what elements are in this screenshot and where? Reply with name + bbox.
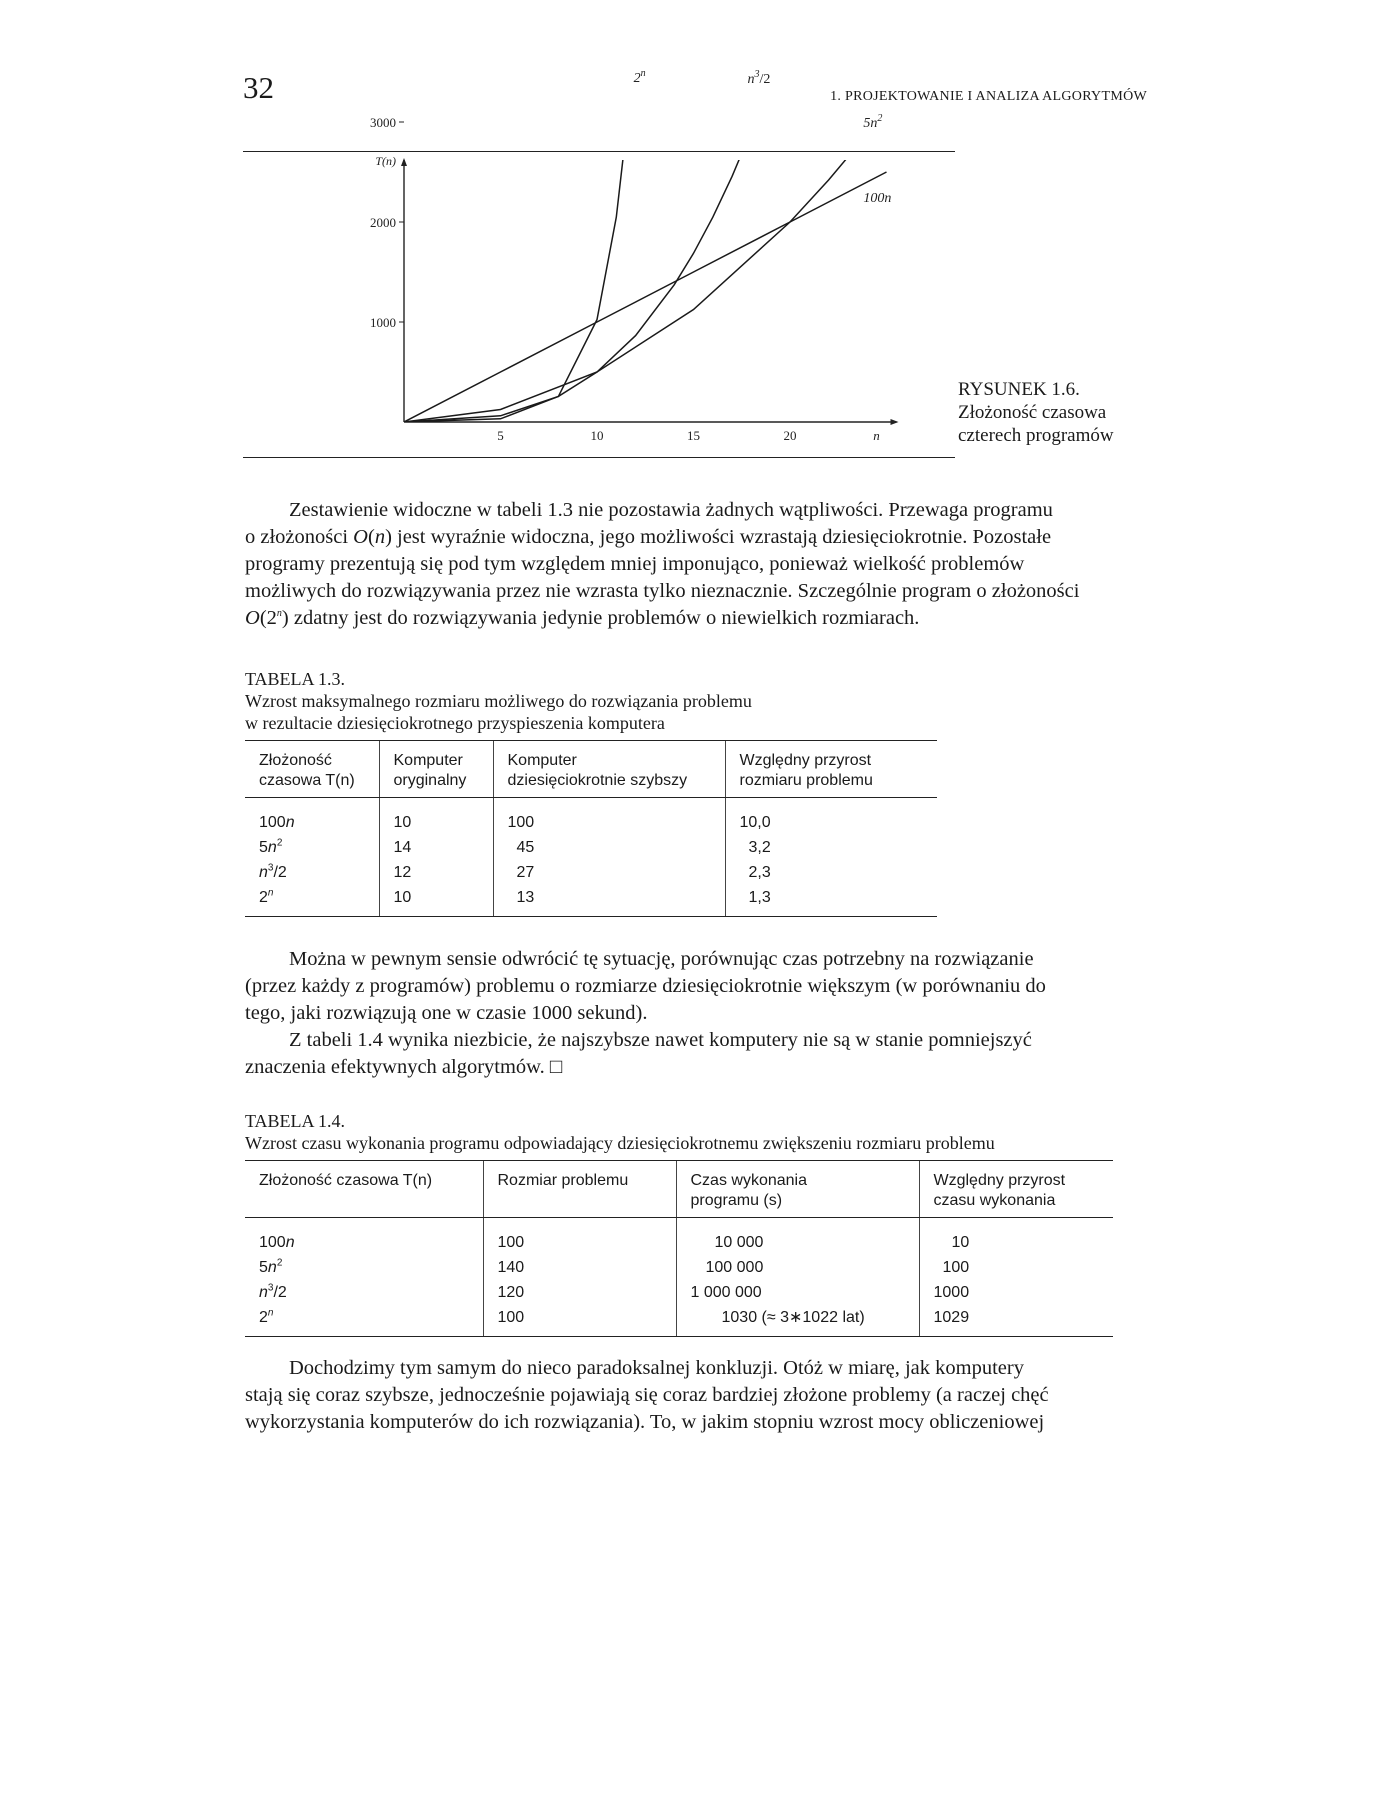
table-caption-line: Wzrost maksymalnego rozmiaru możliwego do rozwiązania problemu	[245, 691, 752, 711]
complexity-cell: $5n^2$	[259, 837, 283, 856]
relative-growth-cell: 10	[919, 1218, 1113, 1256]
figure-bottom-rule	[243, 457, 955, 458]
series-label: $5n^2$	[863, 113, 883, 131]
series-line	[404, 22, 790, 422]
x-tick-label: 15	[687, 428, 700, 443]
complexity-cell: $n^3/2$	[259, 1282, 287, 1301]
y-tick-label: 1000	[370, 315, 396, 330]
paragraph-line: wykorzystania komputerów do ich rozwiązania). To, w jakim stopniu wzrost mocy obliczeniowej	[245, 1411, 1045, 1433]
column-header: Względny przyrost czasu wykonania	[919, 1161, 1113, 1218]
paragraph-line: (przez każdy z programów) problemu o rozmiarze dziesięciokrotnie większym (w porównaniu do	[245, 975, 1046, 997]
complexity-cell: $5n^2$	[259, 1257, 283, 1276]
table-1-3-caption	[245, 668, 752, 734]
y-tick-label: 2000	[370, 215, 396, 230]
relative-growth-cell: 1000	[919, 1280, 1113, 1305]
table-1-4	[245, 1160, 1113, 1337]
x-tick-label: 20	[783, 428, 797, 443]
complexity-cell: 100n	[259, 1234, 295, 1251]
faster-computer-cell: 100	[493, 798, 725, 836]
paragraph-line: programy prezentują się pod tym względem mniej imponująco, ponieważ wielkość problemów	[245, 553, 1025, 575]
table-row	[245, 798, 937, 836]
page-number: 32	[243, 70, 274, 105]
series-label: 2$^n$	[633, 68, 646, 86]
series-line	[404, 172, 887, 422]
x-axis-arrow	[891, 419, 899, 425]
paragraph-line: tego, jaki rozwiązują one w czasie 1000 sekund).	[245, 1002, 648, 1024]
execution-time-cell: 1030 (≈ 3∗1022 lat)	[676, 1305, 919, 1337]
faster-computer-cell: 13	[493, 885, 725, 917]
paragraph-line: znaczenia efektywnych algorytmów. □	[245, 1056, 563, 1078]
table-caption-line: Wzrost czasu wykonania programu odpowiadający dziesięciokrotnemu zwiększeniu rozmiaru problemu	[245, 1133, 995, 1153]
faster-computer-cell: 27	[493, 860, 725, 885]
table-header-row	[245, 741, 937, 798]
figure-caption-line: czterech programów	[958, 425, 1114, 446]
paragraph-2	[245, 946, 1140, 1081]
paragraph-line: możliwych do rozwiązywania przez nie wzrasta tylko nieznacznie. Szczególnie program o złożoności	[245, 580, 1080, 602]
paragraph-line: Można w pewnym sensie odwrócić tę sytuację, porównując czas potrzebny na rozwiązanie	[289, 948, 1034, 970]
relative-growth-cell: 3,2	[725, 835, 937, 860]
execution-time-cell: 1 000 000	[676, 1280, 919, 1305]
table-1-3	[245, 740, 937, 917]
column-header: Komputer dziesięciokrotnie szybszy	[493, 741, 725, 798]
column-header: Złożoność czasowa T(n)	[245, 1161, 483, 1218]
paragraph-line: Zestawienie widoczne w tabeli 1.3 nie pozostawia żadnych wątpliwości. Przewaga programu	[289, 499, 1053, 521]
table-row	[245, 860, 937, 885]
execution-time-cell: 10 000	[676, 1218, 919, 1256]
figure-caption-line: Złożoność czasowa	[958, 402, 1107, 423]
column-header: Względny przyrost rozmiaru problemu	[725, 741, 937, 798]
y-axis-arrow	[401, 158, 407, 166]
relative-growth-cell: 100	[919, 1255, 1113, 1280]
column-header: Złożoność czasowa T(n)	[245, 741, 379, 798]
original-computer-cell: 14	[379, 835, 493, 860]
table-row	[245, 1218, 1113, 1256]
problem-size-cell: 100	[483, 1305, 676, 1337]
table-1-4-caption	[245, 1110, 995, 1154]
y-tick-label: 3000	[370, 115, 396, 130]
complexity-cell: 2$^n$	[245, 885, 379, 917]
paragraph-line: Z tabeli 1.4 wynika niezbicie, że najszybsze nawet komputery nie są w stanie pomniejszyć	[289, 1029, 1032, 1051]
paragraph-line: O(2$^n$) zdatny jest do rozwiązywania jedynie problemów o niewielkich rozmiarach.	[245, 607, 920, 629]
problem-size-cell: 100	[483, 1218, 676, 1256]
series-label: $n^3/2$	[747, 69, 771, 87]
figure-caption	[958, 378, 1114, 447]
execution-time-cell: 100 000	[676, 1255, 919, 1280]
x-axis-label: n	[873, 428, 880, 443]
complexity-chart	[330, 68, 930, 452]
series-line	[404, 84, 906, 422]
y-axis-label: T(n)	[375, 154, 396, 168]
paragraph-1	[245, 497, 1140, 632]
table-row	[245, 1280, 1113, 1305]
series-label: 100n	[863, 191, 892, 206]
table-row	[245, 885, 937, 917]
problem-size-cell: 140	[483, 1255, 676, 1280]
original-computer-cell: 10	[379, 798, 493, 836]
x-tick-label: 10	[590, 428, 604, 443]
column-header: Rozmiar problemu	[483, 1161, 676, 1218]
paragraph-3	[245, 1355, 1140, 1436]
complexity-cell: 100n	[259, 814, 295, 831]
faster-computer-cell: 45	[493, 835, 725, 860]
relative-growth-cell: 10,0	[725, 798, 937, 836]
paragraph-line: stają się coraz szybsze, jednocześnie pojawiają się coraz bardziej złożone problemy (a raczej chęć	[245, 1384, 1049, 1406]
table-caption-line: w rezultacie dziesięciokrotnego przyspieszenia komputera	[245, 713, 665, 733]
table-label: TABELA 1.3.	[245, 669, 346, 689]
problem-size-cell: 120	[483, 1280, 676, 1305]
relative-growth-cell: 2,3	[725, 860, 937, 885]
relative-growth-cell: 1029	[919, 1305, 1113, 1337]
column-header: Czas wykonania programu (s)	[676, 1161, 919, 1218]
table-row	[245, 1255, 1113, 1280]
column-header: Komputer oryginalny	[379, 741, 493, 798]
paragraph-line: Dochodzimy tym samym do nieco paradoksalnej konkluzji. Otóż w miarę, jak komputery	[289, 1357, 1024, 1379]
complexity-cell: $n^3/2$	[259, 862, 287, 881]
x-tick-label: 5	[497, 428, 504, 443]
paragraph-line: o złożoności O(n) jest wyraźnie widoczna, jego możliwości wzrastają dziesięciokrotnie. Pozostałe	[245, 526, 1052, 548]
table-label: TABELA 1.4.	[245, 1111, 346, 1131]
table-row	[245, 835, 937, 860]
running-head: 1. PROJEKTOWANIE I ANALIZA ALGORYTMÓW	[830, 89, 1147, 104]
original-computer-cell: 10	[379, 885, 493, 917]
original-computer-cell: 12	[379, 860, 493, 885]
figure-caption-line: RYSUNEK 1.6.	[958, 379, 1080, 400]
table-header-row	[245, 1161, 1113, 1218]
relative-growth-cell: 1,3	[725, 885, 937, 917]
table-row	[245, 1305, 1113, 1337]
complexity-cell: 2$^n$	[245, 1305, 483, 1337]
